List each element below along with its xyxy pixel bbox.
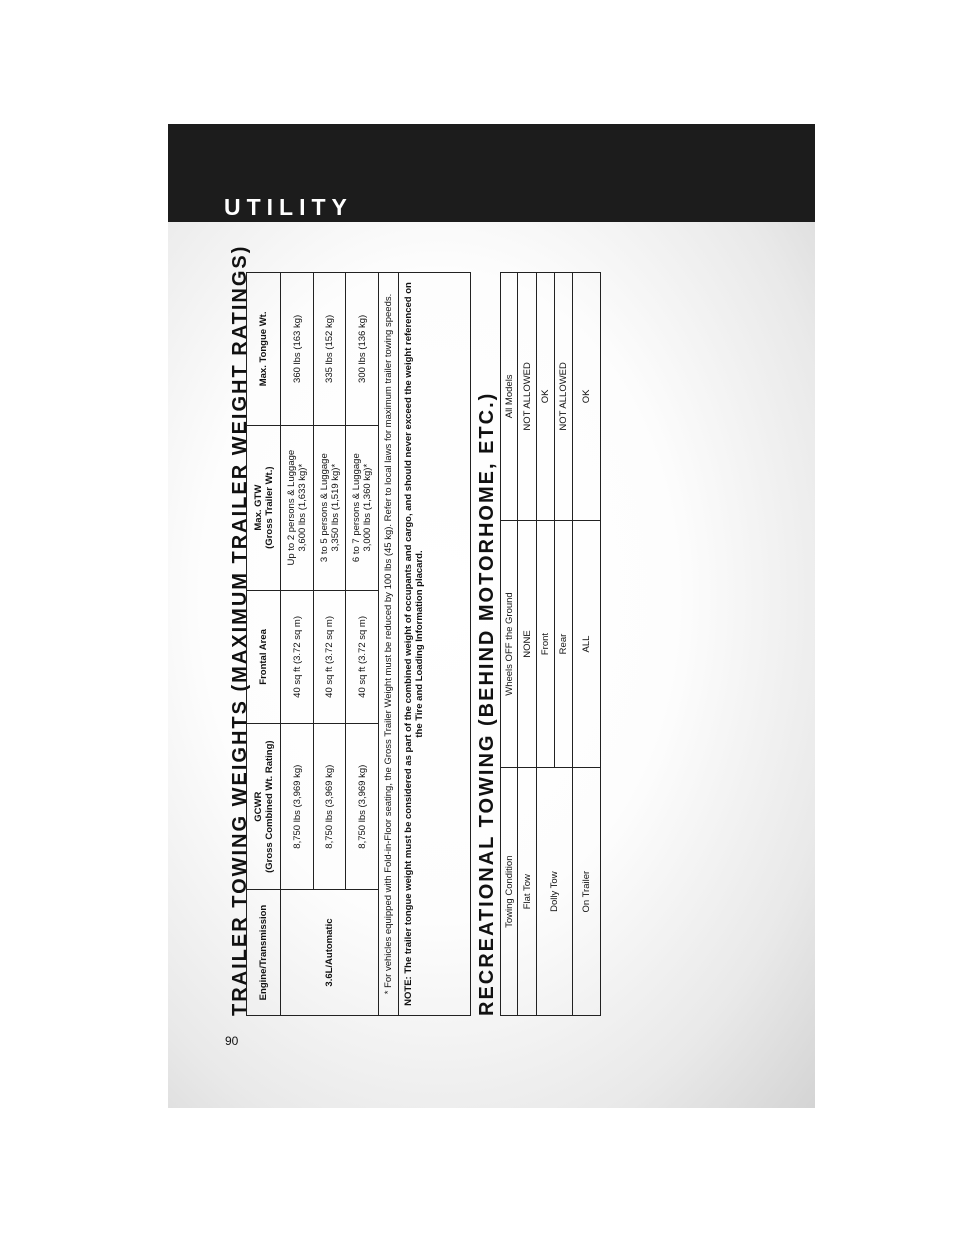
recreational-towing-block — [500, 272, 601, 1016]
header-wheels: Wheels OFF the Ground — [501, 520, 518, 768]
gcwr-cell: 8,750 lbs (3,969 kg) — [281, 724, 314, 890]
gtw-cell: Up to 2 persons & Luggage 3,600 lbs (1,633 kg)* — [281, 425, 314, 590]
gcwr-cell: 8,750 lbs (3,969 kg) — [314, 724, 346, 890]
page-number: 90 — [225, 1034, 239, 1048]
manual-page — [168, 124, 815, 1108]
flat-models-cell: NOT ALLOWED — [518, 273, 537, 521]
on-trailer-wheels-cell: ALL — [573, 520, 601, 768]
gcwr-cell: 8,750 lbs (3,969 kg) — [346, 724, 379, 890]
flat-tow-cell: Flat Tow — [518, 768, 537, 1016]
dolly-front-cell: Front — [537, 520, 555, 768]
table-row — [537, 273, 555, 1016]
section-title: UTILITY — [224, 194, 353, 220]
dolly-tow-cell: Dolly Tow — [537, 768, 573, 1016]
section-header — [168, 124, 815, 222]
frontal-cell: 40 sq ft (3.72 sq m) — [281, 590, 314, 724]
gtw-cell: 6 to 7 persons & Luggage 3,000 lbs (1,360 kg)* — [346, 425, 379, 590]
table-row — [573, 273, 601, 1016]
header-models: All Models — [501, 273, 518, 521]
tongue-cell: 360 lbs (163 kg) — [281, 273, 314, 426]
frontal-cell: 40 sq ft (3.72 sq m) — [314, 590, 346, 724]
header-gcwr: GCWR (Gross Combined Wt. Rating) — [247, 724, 281, 890]
footnote-text: * For vehicles equipped with Fold-in-Floor seating, the Gross Trailer Weight must be reduced by 100 lbs (45 kg). Refer to local laws for maximum trailer towing speeds. — [383, 293, 394, 995]
engine-cell: 3.6L/Automatic — [281, 890, 379, 1016]
trailer-towing-heading: TRAILER TOWING WEIGHTS (MAXIMUM TRAILER WEIGHT RATINGS) — [229, 244, 251, 1016]
recreational-towing-heading: RECREATIONAL TOWING (BEHIND MOTORHOME, ETC.) — [476, 391, 498, 1016]
header-frontal: Frontal Area — [247, 590, 281, 724]
header-engine: Engine/Transmission — [247, 890, 281, 1016]
frontal-cell: 40 sq ft (3.72 sq m) — [346, 590, 379, 724]
trailer-towing-table — [246, 272, 379, 1016]
dolly-rear-cell: Rear — [555, 520, 573, 768]
header-gtw: Max. GTW (Gross Trailer Wt.) — [247, 425, 281, 590]
dolly-front-models-cell: OK — [537, 273, 555, 521]
gtw-cell: 3 to 5 persons & Luggage 3,350 lbs (1,519 kg)* — [314, 425, 346, 590]
recreational-towing-table — [500, 272, 601, 1016]
header-tongue: Max. Tongue Wt. — [247, 273, 281, 426]
dolly-rear-models-cell: NOT ALLOWED — [555, 273, 573, 521]
on-trailer-cell: On Trailer — [573, 768, 601, 1016]
footnote-box — [379, 272, 399, 1016]
note-box — [399, 272, 471, 1016]
trailer-towing-block — [246, 272, 471, 1016]
table-row — [281, 273, 314, 1016]
on-trailer-models-cell: OK — [573, 273, 601, 521]
tongue-cell: 300 lbs (136 kg) — [346, 273, 379, 426]
note-text: NOTE: The trailer tongue weight must be considered as part of the combined weight of occupants and cargo, and should never exceed the weight referenced on the Tire and Loading Information placard. — [403, 282, 425, 1006]
header-condition: Towing Condition — [501, 768, 518, 1016]
tongue-cell: 335 lbs (152 kg) — [314, 273, 346, 426]
flat-wheels-cell: NONE — [518, 520, 537, 768]
table-row — [518, 273, 537, 1016]
